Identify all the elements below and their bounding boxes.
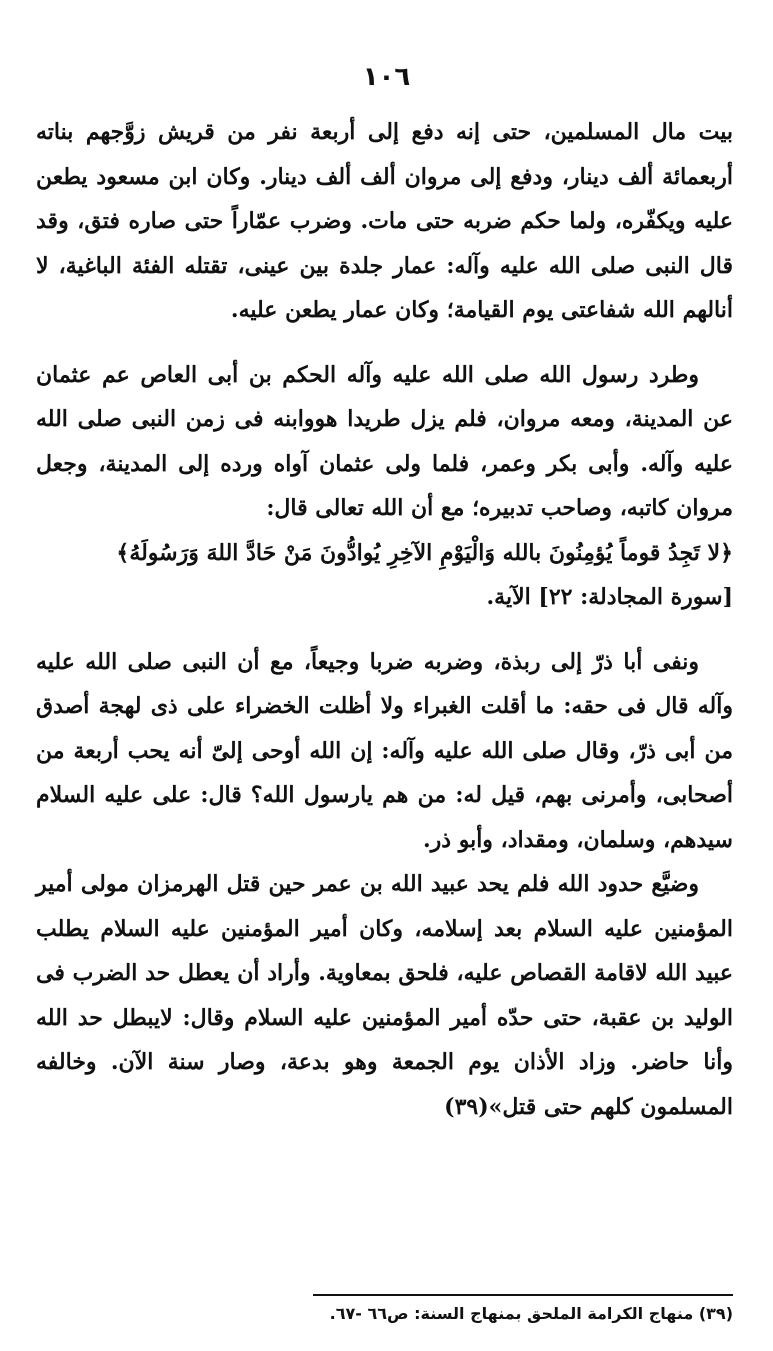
body-text [36, 110, 733, 1129]
paragraph-3: ونفى أبا ذرّ إلى ربذة، وضربه ضربا وجيعاً، مع أن النبى صلى الله عليه وآله قال فى حقه: ما أقلت الغبراء ولا أظلت الخضراء على ذى لهجة أصدق من أبى ذرّ، وقال صلى الله عليه وآله: إن الله أوحى إلىّ أنه يحب أربعة من أصحابى، وأمرنى بهم، قيل له: من هم يارسول الله؟ قال: على عليه السلام سيدهم، وسلمان، ومقداد، وأبو ذر. [36, 648, 733, 853]
page-number: ١٠٦ [362, 62, 411, 92]
quran-verse: ﴿لا تَجِدُ قوماً يُؤمِنُونَ بالله وَالْيَوْمِ الآخِرِ يُوادُّونَ مَنْ حَادَّ اللهَ وَرَسُولَهُ﴾ [116, 539, 733, 566]
paragraph-1: بيت مال المسلمين، حتى إنه دفع إلى أربعة نفر من قريش زوَّجهم بناته أربعمائة ألف دينار، ودفع إلى مروان ألف ألف دينار. وكان ابن مسعود يطعن عليه ويكفّره، ولما حكم ضربه حتى مات. وضرب عمّاراً حتى صاره فتق، وقد قال النبى صلى الله عليه وآله: عمار جلدة بين عينى، تقتله الفئة الباغية، لا أنالهم الله شفاعتى يوم القيامة؛ وكان عمار يطعن عليه. [36, 119, 733, 323]
verse-reference: [سورة المجادلة: ٢٢] الآية. [486, 584, 733, 610]
footnote-divider [313, 1294, 733, 1296]
footnote: (٣٩) منهاج الكرامة الملحق بمنهاج السنة: ص٦٦ -٦٧. [329, 1304, 733, 1323]
paragraph-4: وضيَّع حدود الله فلم يحد عبيد الله بن عمر حين قتل الهرمزان مولى أمير المؤمنين عليه السلام بعد إسلامه، وكان أمير المؤمنين عليه السلام يطلب عبيد الله لاقامة القصاص عليه، فلحق بمعاوية. وأراد أن يعطل حد الضرب فى الوليد بن عقبة، حتى حدّه أمير المؤمنين عليه السلام وقال: لايبطل حد الله وأنا حاضر. وزاد الأذان يوم الجمعة وهو بدعة، وصار سنة الآن. وخالفه المسلمون كلهم حتى قتل»(٣٩) [36, 871, 733, 1120]
paragraph-2: وطرد رسول الله صلى الله عليه وآله الحكم بن أبى العاص عم عثمان عن المدينة، ومعه مروان، فلم يزل طريدا هووابنه فى زمن النبى صلى الله عليه وآله. وأبى بكر وعمر، فلما ولى عثمان آواه ورده إلى المدينة، وجعل مروان كاتبه، وصاحب تدبيره؛ مع أن الله تعالى قال: [36, 361, 733, 521]
